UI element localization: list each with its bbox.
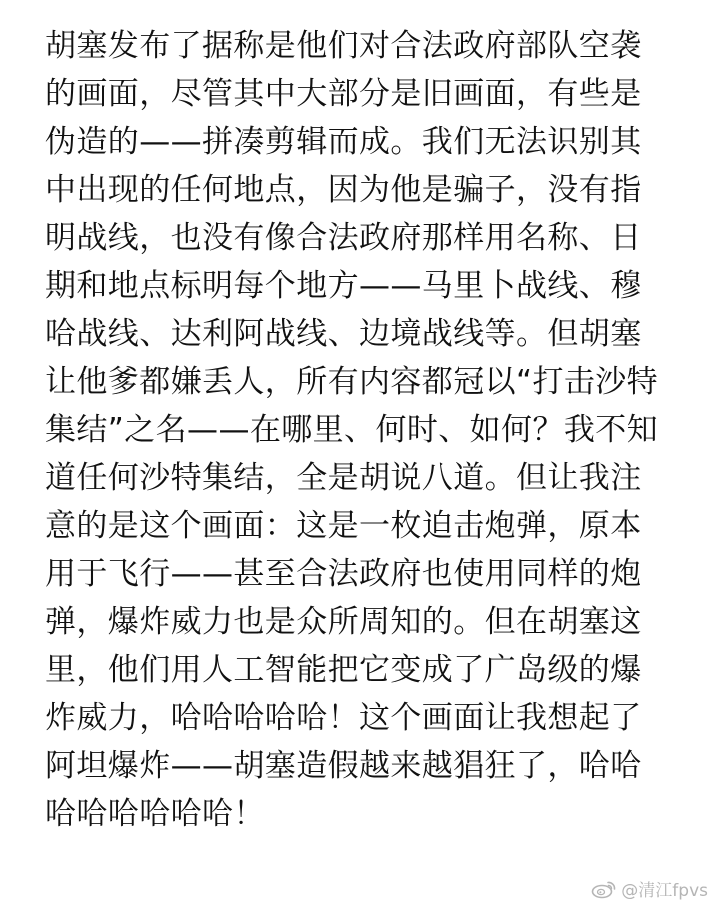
text-line: 期和地点标明每个地方——马里卜战线、穆 [45,268,642,304]
text-line: 炸威力，哈哈哈哈哈！这个画面让我想起了 [45,700,642,736]
weibo-icon [591,879,617,899]
text-line: 弹，爆炸威力也是众所周知的。但在胡塞这 [45,604,642,640]
text-line: 阿坦爆炸——胡塞造假越来越猖狂了，哈哈 [45,748,642,784]
text-line: 中出现的任何地点，因为他是骗子，没有指 [45,172,642,208]
watermark [591,876,708,901]
text-line: 意的是这个画面：这是一枚迫击炮弹，原本 [45,508,642,544]
text-line: 道任何沙特集结，全是胡说八道。但让我注 [45,460,642,496]
text-line: 集结”之名——在哪里、何时、如何？我不知 [45,412,659,448]
text-line: 哈哈哈哈哈哈！ [45,796,265,832]
text-line: 里，他们用人工智能把它变成了广岛级的爆 [45,652,642,688]
text-line: 的画面，尽管其中大部分是旧画面，有些是 [45,76,642,112]
text-line: 让他爹都嫌丢人，所有内容都冠以“打击沙特 [45,364,659,400]
text-line: 哈战线、达利阿战线、边境战线等。但胡塞 [45,316,642,352]
watermark-text: @清江fpvs [621,881,708,901]
text-line: 用于飞行——甚至合法政府也使用同样的炮 [45,556,642,592]
text-line: 明战线，也没有像合法政府那样用名称、日 [45,220,642,256]
article-text [45,22,705,838]
text-line: 胡塞发布了据称是他们对合法政府部队空袭 [45,28,642,64]
text-line: 伪造的——拼凑剪辑而成。我们无法识别其 [45,124,642,160]
